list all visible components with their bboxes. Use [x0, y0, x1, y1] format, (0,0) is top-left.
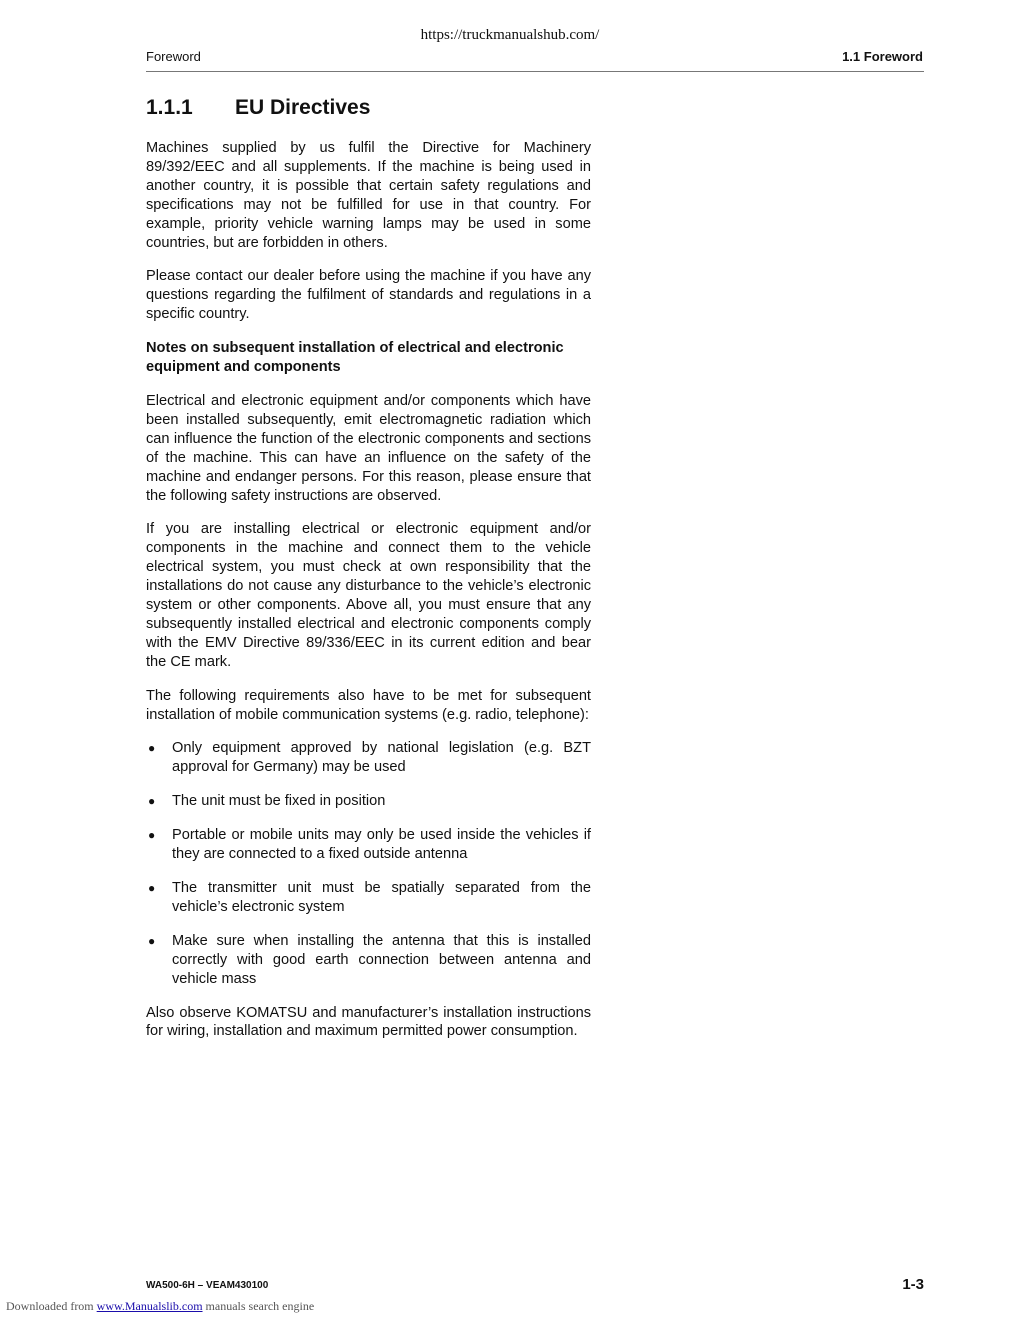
- requirements-list: [146, 739, 591, 988]
- list-item: [146, 932, 591, 989]
- list-item: [146, 879, 591, 917]
- paragraph-mobile-communication: The following requirements also have to be met for subsequent installation of mobile communication systems (e.g. radio, telephone):: [146, 687, 591, 723]
- list-item-text: Only equipment approved by national legislation (e.g. BZT approval for Germany) may be used: [172, 740, 591, 776]
- section-title: EU Directives: [235, 96, 371, 119]
- subheading-installation-notes: Notes on subsequent installation of electrical and electronic equipment and components: [146, 340, 564, 376]
- list-item-text: Portable or mobile units may only be used inside the vehicles if they are connected to a fixed outside antenna: [172, 827, 591, 863]
- list-item: [146, 739, 591, 777]
- paragraph-komatsu-instructions: Also observe KOMATSU and manufacturer’s installation instructions for wiring, installation and maximum permitted power consumption.: [146, 1004, 591, 1040]
- main-content: [146, 139, 591, 1056]
- paragraph-electromagnetic-radiation: Electrical and electronic equipment and/or components which have been installed subsequently, emit electromagnetic radiation which can influence the function of the electronic components and sections of the machine. This can have an influence on the safety of the machine and endanger persons. For this reason, please ensure that the following safety instructions are observed.: [146, 392, 591, 504]
- list-item-text: The unit must be fixed in position: [172, 793, 386, 810]
- paragraph-contact-dealer: Please contact our dealer before using the machine if you have any questions regarding the fulfilment of standards and regulations in a specific country.: [146, 268, 591, 323]
- list-item: [146, 826, 591, 864]
- header-divider: [146, 71, 924, 72]
- section-number: 1.1.1: [146, 96, 193, 119]
- page-number: 1-3: [902, 1276, 924, 1293]
- list-item-text: Make sure when installing the antenna that this is installed correctly with good earth connection between antenna and vehicle mass: [172, 932, 591, 987]
- bullet-icon: ●: [148, 828, 156, 843]
- bullet-icon: ●: [148, 933, 156, 948]
- section-heading: [146, 96, 370, 120]
- running-header-left: Foreword: [146, 49, 201, 64]
- paragraph-installation-responsibility: If you are installing electrical or electronic equipment and/or components in the machine and connect them to the vehicle electrical system, you must check at own responsibility that the installations do not cause any disturbance to the vehicle’s electronic system or other components. Above all, you must ensure that any subsequently installed electrical and electronic components comply with the EMV Directive 89/336/EEC in its current edition and bear the CE mark.: [146, 521, 591, 670]
- footer-model-code: WA500-6H – VEAM430100: [146, 1280, 269, 1291]
- bullet-icon: ●: [148, 881, 156, 895]
- bullet-icon: ●: [148, 794, 156, 809]
- download-notice: [6, 1299, 314, 1314]
- running-header-right: 1.1 Foreword: [842, 49, 923, 64]
- manualslib-link[interactable]: www.Manualslib.com: [96, 1299, 203, 1313]
- list-item: [146, 792, 591, 811]
- bullet-icon: ●: [148, 741, 156, 756]
- download-prefix: Downloaded from: [6, 1299, 94, 1313]
- source-url: https://truckmanualshub.com/: [420, 27, 600, 43]
- download-suffix: manuals search engine: [205, 1299, 315, 1313]
- list-item-text: The transmitter unit must be spatially separated from the vehicle’s electronic system: [172, 880, 591, 915]
- paragraph-eu-directive: Machines supplied by us fulfil the Directive for Machinery 89/392/EEC and all supplements. If the machine is being used in another country, it is possible that certain safety regulations and specifications may not be fulfilled for use in that country. For example, priority vehicle warning lamps may be used in some countries, but are forbidden in others.: [146, 140, 591, 251]
